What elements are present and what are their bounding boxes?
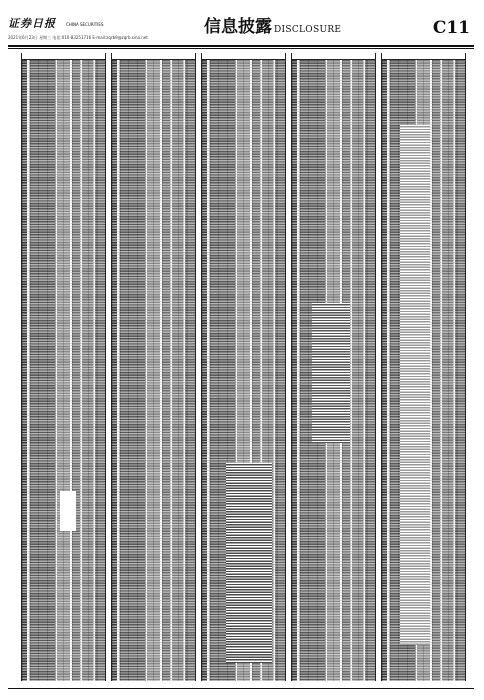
dense-table-rows — [112, 60, 195, 681]
disclosure-table-area — [21, 53, 464, 681]
table-column-5 — [381, 53, 466, 681]
bold-text-block — [312, 303, 350, 443]
masthead-rule — [8, 45, 474, 47]
table-gap — [60, 491, 76, 531]
table-column-3 — [201, 53, 286, 681]
masthead-tag: CHINA SECURITIES — [66, 22, 104, 27]
logo-title: 证券日报 — [8, 17, 56, 30]
newspaper-logo[interactable] — [8, 18, 64, 30]
column-header — [202, 53, 285, 60]
column-header — [112, 53, 195, 60]
page-number: C11 — [432, 18, 470, 38]
section-title — [204, 16, 341, 41]
column-header — [22, 53, 105, 60]
text-block — [400, 125, 430, 645]
dense-table-rows — [22, 60, 105, 681]
section-title-cn: 信息披露 — [204, 17, 272, 37]
masthead — [8, 16, 474, 44]
bottom-rule — [8, 688, 474, 689]
table-column-1 — [21, 53, 106, 681]
table-column-4 — [291, 53, 376, 681]
column-header — [292, 53, 375, 60]
issue-date-line: 2021年6月23日 星期三 电话:010-83251716 E-mail:zqrb9@zqrb.sina.net — [8, 35, 148, 40]
masthead-rule-thin — [8, 48, 474, 49]
table-column-2 — [111, 53, 196, 681]
column-header — [382, 53, 465, 60]
bold-text-block — [226, 463, 272, 663]
section-title-en: DISCLOSURE — [274, 25, 342, 35]
